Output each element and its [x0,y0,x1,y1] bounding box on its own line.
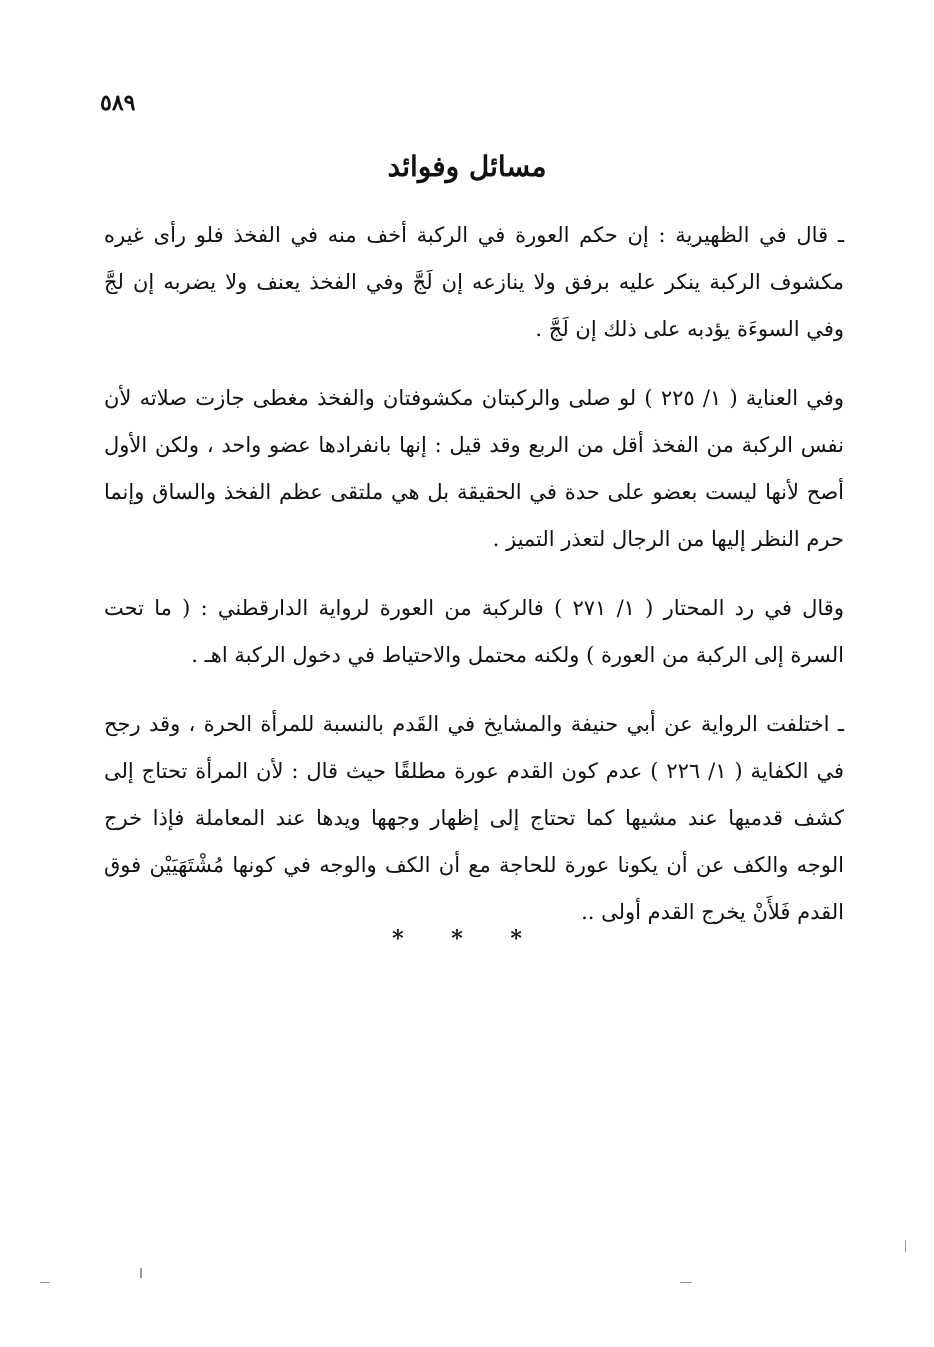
paragraph-1: ـ قال في الظهيرية : إن حكم العورة في الركبة أخف منه في الفخذ فلو رأى غيره مكشوف الركبة ينكر عليه برفق ولا ينازعه إن لَجَّ وفي الفخذ يعنف ولا يضربه إن لجَّ وفي السوءَة يؤدبه على ذلك إن لَجَّ . [104,223,844,341]
section-title: مسائل وفوائد [387,150,547,183]
section-separator: * * * [392,926,542,952]
paragraph-3: وقال في رد المحتار ( ١/ ٢٧١ ) فالركبة من العورة لرواية الدارقطني : ( ما تحت السرة إلى الركبة من العورة ) ولكنه محتمل والاحتياط في دخول الركبة اهـ . [104,596,844,667]
scan-speck [680,1282,692,1283]
scan-speck [140,1268,142,1278]
paragraph-4: ـ اختلفت الرواية عن أبي حنيفة والمشايخ في القَدم بالنسبة للمرأة الحرة ، وقد رجح في الكفاية ( ١/ ٢٢٦ ) عدم كون القدم عورة مطلقًا حيث قال : لأن المرأة تحتاج إلى كشف قدميها عند مشيها كما تحتاج إلى إظهار وجهها ويدها عند المعاملة فإذا خرج الوجه والكف عن أن يكونا عورة للحاجة مع أن الكف والوجه في كونها مُشْتَهَيَيْن فوق القدم فَلأَنْ يخرج القدم أولى .. [104,712,844,924]
paragraph-2: وفي العناية ( ١/ ٢٢٥ ) لو صلى والركبتان مكشوفتان والفخذ مغطى جازت صلاته لأن نفس الركبة من الفخذ أقل من الربع وقد قيل : إنها بانفرادها عضو واحد ، ولكن الأول أصح لأنها ليست بعضو على حدة في الحقيقة بل هي ملتقى عظم الفخذ والساق وإنما حرم النظر إليها من الرجال لتعذر التميز . [104,386,844,551]
body-text [104,212,844,958]
page-number: ٥٨٩ [100,90,136,116]
scan-speck [40,1282,50,1283]
scan-speck [905,1240,906,1252]
